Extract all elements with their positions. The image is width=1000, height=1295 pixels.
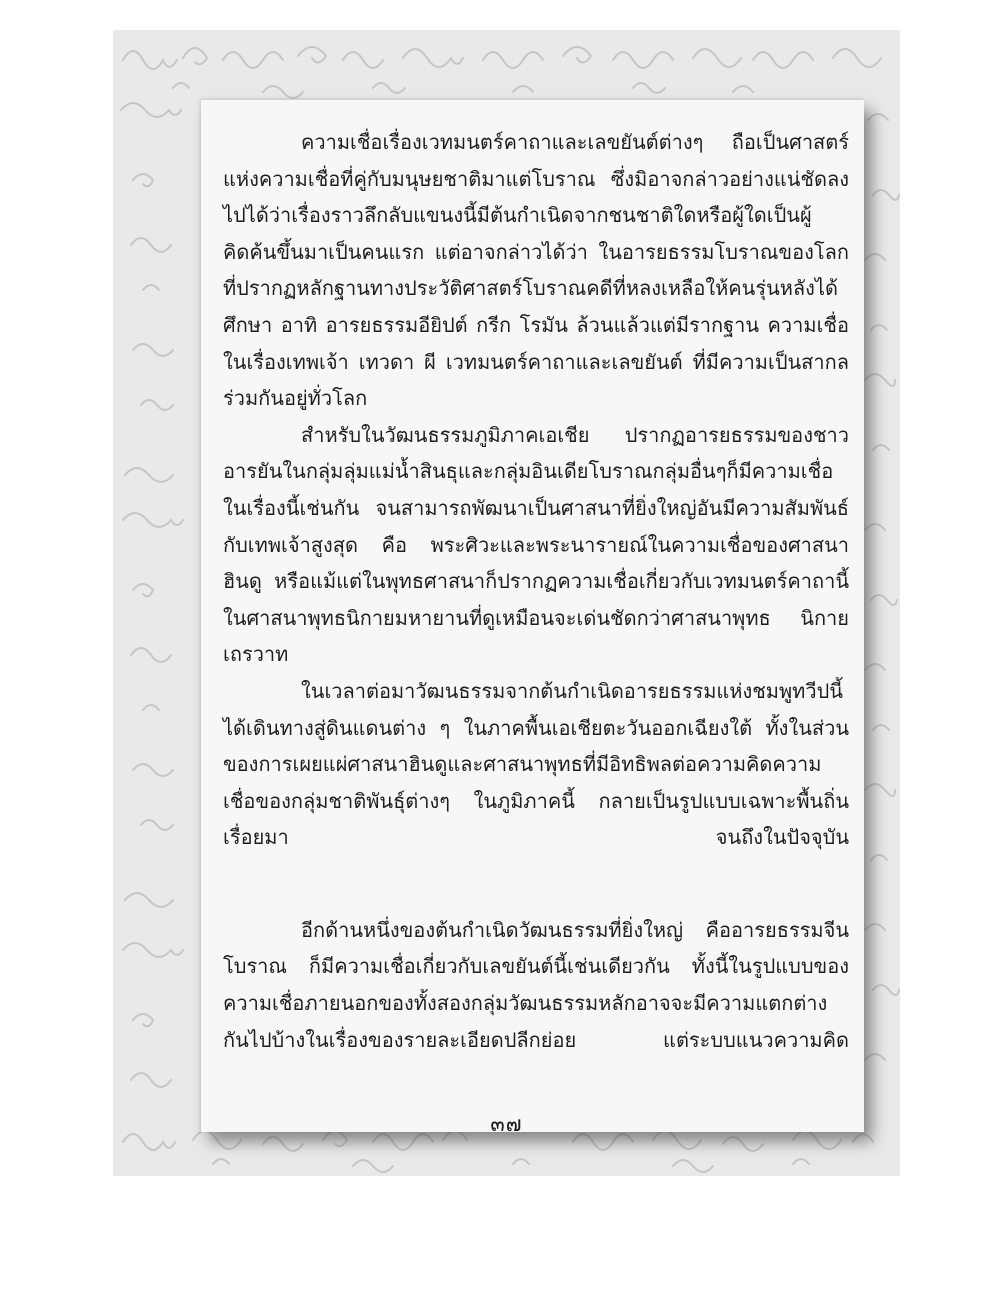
- scanned-page: [113, 30, 900, 1176]
- paragraph-1-tail: ความเชื่อในเรื่องเทพเจ้า เทวดา ผี เวทมนตร์คาถาและเลขยันต์ ที่มีความเป็นสากลร่วมกันอยู่ทั่วโลก: [223, 312, 849, 411]
- paragraph-1: [223, 124, 849, 417]
- paragraph-2: [223, 417, 849, 673]
- page-number: ๓๗: [490, 1112, 523, 1136]
- body-text: [223, 124, 849, 1058]
- paragraph-4: [223, 912, 849, 1058]
- paragraph-2-tail: นิกายเถรวาท: [223, 605, 849, 667]
- paragraph-gap: [223, 856, 849, 912]
- paragraph-2-lead: สำหรับในวัฒนธรรมภูมิภาคเอเชีย ปรากฏอารยธรรมของชาวอารยันในกลุ่มลุ่มแม่น้ำสินธุและกลุ่มอินเดียโบราณกลุ่มอื่นๆก็มีความเชื่อในเรื่องนี้เช่นกัน จนสามารถพัฒนาเป็นศาสนาที่ยิ่งใหญ่อันมีความสัมพันธ์กับเทพเจ้าสูงสุด คือ พระศิวะและพระนารายณ์ในความเชื่อของศาสนาฮินดู หรือแม้แต่ในพุทธศาสนาก็ปรากฏความเชื่อเกี่ยวกับเวทมนตร์คาถานี้ในศาสนาพุทธนิกายมหายานที่ดูเหมือนจะเด่นชัดกว่าศาสนาพุทธ: [223, 422, 849, 630]
- paragraph-1-lead: ความเชื่อเรื่องเวทมนตร์คาถาและเลขยันต์ต่างๆ ถือเป็นศาสตร์แห่งความเชื่อที่คู่กับมนุษยชาติมาแต่โบราณ ซึ่งมิอาจกล่าวอย่างแน่ชัดลงไปได้ว่าเรื่องราวลึกลับแขนงนี้มีต้นกำเนิดจากชนชาติใดหรือผู้ใดเป็นผู้คิดค้นขึ้นมาเป็นคนแรก แต่อาจกล่าวได้ว่า ในอารยธรรมโบราณของโลกที่ปรากฏหลักฐานทางประวัติศาสตร์โบราณคดีที่หลงเหลือให้คนรุ่นหลังได้ศึกษา อาทิ อารยธรรมอียิปต์ กรีก โรมัน ล้วนแล้วแต่มีรากฐาน: [223, 130, 849, 337]
- paragraph-3: [223, 673, 849, 856]
- paragraph-4-lead: อีกด้านหนึ่งของต้นกำเนิดวัฒนธรรมที่ยิ่งใหญ่ คืออารยธรรมจีนโบราณ ก็มีความเชื่อเกี่ยวกับเลขยันต์นี้เช่นเดียวกัน ทั้งนี้ในรูปแบบของความเชื่อภายนอกของทั้งสองกลุ่มวัฒนธรรมหลักอาจจะมีความแตกต่างกันไปบ้างในเรื่องของรายละเอียดปลีกย่อย แต่ระบบแนวความคิด: [223, 917, 849, 1052]
- paragraph-3-lead: ในเวลาต่อมาวัฒนธรรมจากต้นกำเนิดอารยธรรมแห่งชมพูทวีปนี้ได้เดินทางสู่ดินแดนต่าง ๆ ในภาคพื้นเอเชียตะวันออกเฉียงใต้ ทั้งในส่วนของการเผยแผ่ศาสนาฮินดูและศาสนาพุทธที่มีอิทธิพลต่อความคิดความเชื่อของกลุ่มชาติพันธุ์ต่างๆ ในภูมิภาคนี้ กลายเป็นรูปแบบเฉพาะพื้นถิ่นเรื่อยมา: [223, 678, 849, 850]
- paragraph-3-tail: จนถึงในปัจจุบัน: [715, 825, 849, 850]
